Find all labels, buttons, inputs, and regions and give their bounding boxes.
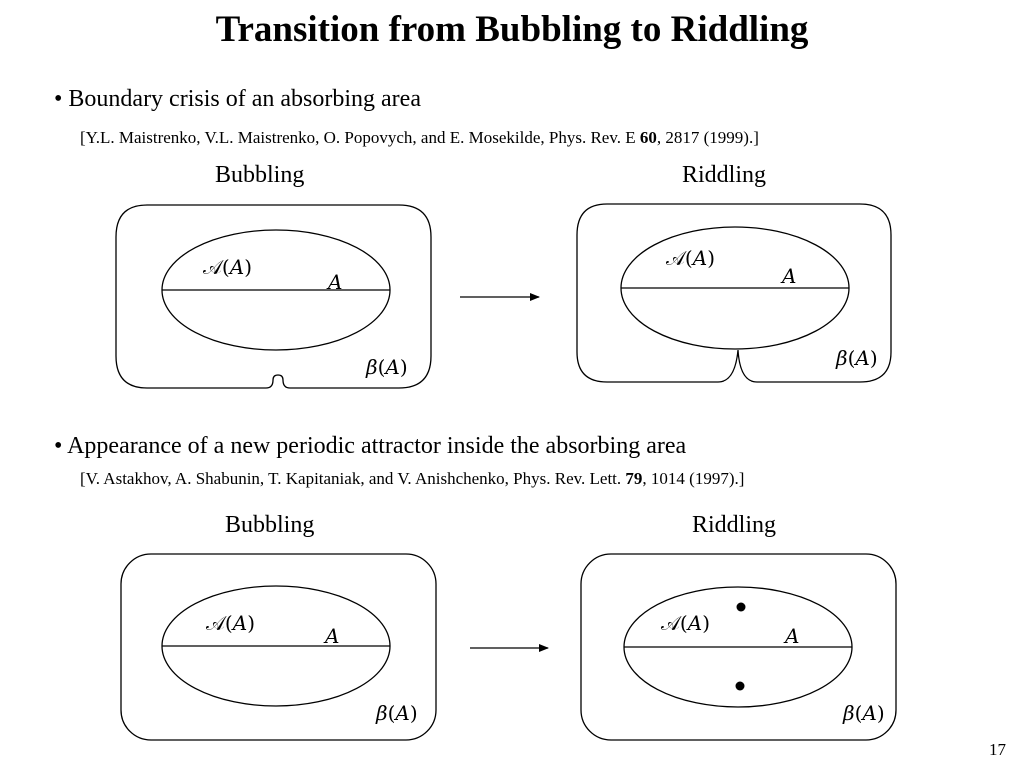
diagram1-bubbling	[116, 205, 431, 388]
absorbing-area-symbol: 𝒜	[206, 611, 225, 635]
periodic-attractor-point-upper	[737, 603, 746, 612]
basin-symbol: β	[376, 701, 388, 725]
set-a: A	[232, 611, 248, 635]
absorbing-area-symbol: 𝒜	[203, 255, 222, 279]
ref-volume: 60	[639, 128, 657, 147]
section1-heading: Boundary crisis of an absorbing area	[68, 86, 421, 112]
basin-symbol: β	[366, 355, 378, 379]
set-a: A	[229, 255, 245, 279]
diagram1-riddling	[577, 204, 891, 382]
label-invariant-set: A	[785, 624, 800, 648]
set-a: A	[862, 701, 877, 725]
label-absorbing-area	[206, 611, 255, 635]
paren-open: (	[679, 611, 688, 635]
label-absorbing-area	[661, 611, 710, 635]
paren-open: (	[847, 346, 856, 370]
slide-title: Transition from Bubbling to Riddling	[215, 9, 809, 50]
paren-open: (	[377, 355, 386, 379]
page-number: 17	[989, 740, 1006, 759]
paren-close: )	[707, 246, 715, 270]
paren-open: (	[221, 255, 230, 279]
basin-symbol: β	[836, 346, 848, 370]
set-a: A	[687, 611, 703, 635]
diagram2-bubbling	[121, 554, 436, 740]
ref-volume: 79	[625, 469, 643, 488]
periodic-attractor-point-lower	[736, 682, 745, 691]
paren-close: )	[702, 611, 710, 635]
section2-bubbling-label: Bubbling	[225, 512, 315, 538]
paren-open: (	[854, 701, 863, 725]
ref-suffix: , 2817 (1999).]	[656, 128, 759, 147]
section2-heading: Appearance of a new periodic attractor inside the absorbing area	[67, 433, 687, 459]
diagram2-riddling	[581, 554, 896, 740]
label-absorbing-area	[666, 246, 715, 270]
label-basin	[835, 346, 878, 370]
section1-bubbling-label: Bubbling	[215, 162, 305, 188]
label-invariant-set: A	[325, 624, 340, 648]
paren-close: )	[876, 701, 885, 725]
label-invariant-set: A	[328, 270, 343, 294]
section1-riddling-label: Riddling	[682, 162, 767, 188]
paren-open: (	[387, 701, 396, 725]
basin-symbol: β	[843, 701, 855, 725]
ref-prefix: [Y.L. Maistrenko, V.L. Maistrenko, O. Popovych, and E. Mosekilde, Phys. Rev. E	[80, 128, 640, 147]
paren-close: )	[409, 701, 418, 725]
label-basin	[365, 355, 408, 379]
paren-close: )	[869, 346, 878, 370]
label-invariant-set: A	[782, 264, 797, 288]
set-a: A	[692, 246, 708, 270]
paren-open: (	[224, 611, 233, 635]
bullet-symbol: •	[54, 433, 63, 459]
absorbing-area-symbol: 𝒜	[661, 611, 680, 635]
bullet-symbol: •	[54, 86, 63, 112]
label-basin	[842, 701, 885, 725]
set-a: A	[855, 346, 870, 370]
section2-riddling-label: Riddling	[692, 512, 777, 538]
paren-open: (	[684, 246, 693, 270]
absorbing-area-symbol: 𝒜	[666, 246, 685, 270]
label-basin	[375, 701, 418, 725]
set-a: A	[385, 355, 400, 379]
paren-close: )	[399, 355, 408, 379]
paren-close: )	[247, 611, 255, 635]
set-a: A	[395, 701, 410, 725]
ref-prefix: [V. Astakhov, A. Shabunin, T. Kapitaniak, and V. Anishchenko, Phys. Rev. Lett.	[80, 469, 626, 488]
ref-suffix: , 1014 (1997).]	[642, 469, 745, 488]
paren-close: )	[244, 255, 252, 279]
label-absorbing-area	[203, 255, 252, 279]
